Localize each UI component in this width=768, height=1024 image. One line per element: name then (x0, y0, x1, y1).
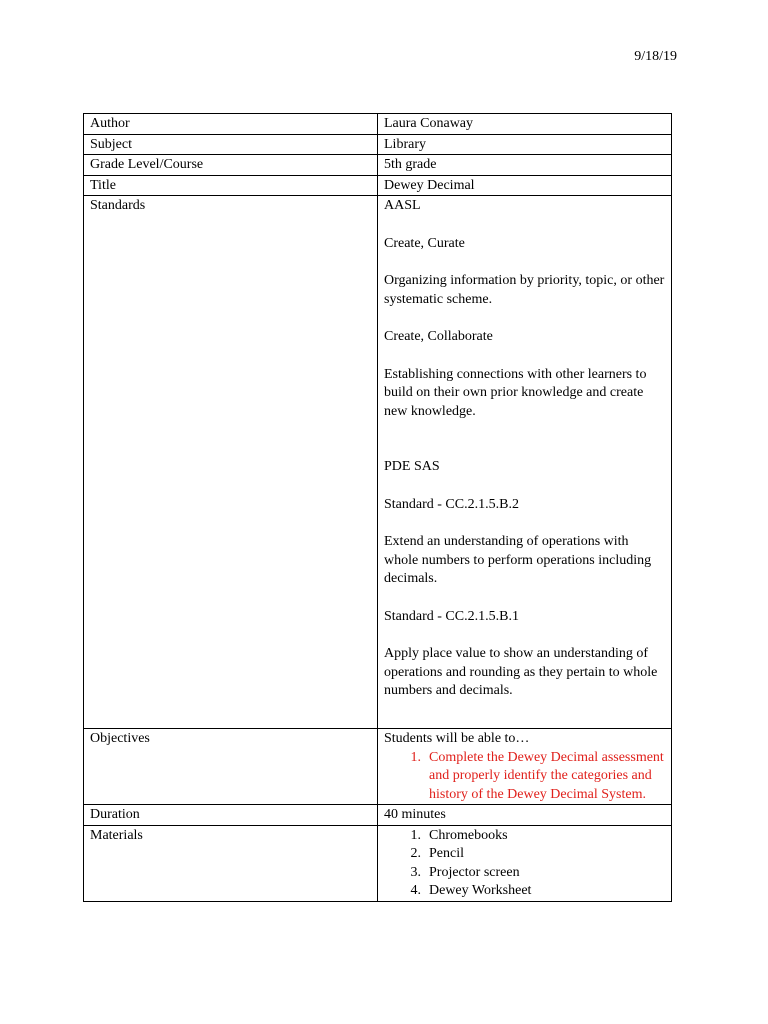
standard-desc-2: Apply place value to show an understanding of operations and rounding as they pertain to whole numbers and decimals. (384, 646, 658, 698)
objectives-list (384, 749, 665, 805)
material-text: Dewey Worksheet (429, 883, 532, 898)
row-label: Title (84, 175, 378, 196)
table-row-materials (84, 825, 672, 901)
row-value: 40 minutes (378, 805, 672, 826)
list-item (384, 882, 665, 901)
list-item (384, 749, 665, 805)
row-value: Laura Conaway (378, 114, 672, 135)
list-number: 1. (410, 827, 421, 843)
standards-pde-sas: PDE SAS (384, 459, 440, 474)
standard-code-1: Standard - CC.2.1.5.B.2 (384, 496, 519, 512)
table-row-title (84, 175, 672, 196)
list-item (384, 827, 665, 846)
material-text: Projector screen (429, 864, 520, 880)
standards-create-collaborate: Create, Collaborate (384, 329, 493, 344)
row-label: Subject (84, 134, 378, 155)
list-number: 2. (410, 846, 421, 861)
row-value: Library (378, 134, 672, 155)
list-item (384, 845, 665, 864)
row-label: Materials (84, 825, 378, 901)
table-row-author (84, 114, 672, 135)
row-label: Grade Level/Course (84, 155, 378, 176)
lesson-plan-table (83, 113, 672, 902)
row-label: Duration (84, 805, 378, 826)
list-number: 3. (410, 864, 421, 880)
materials-cell (378, 825, 672, 901)
objectives-intro: Students will be able to… (384, 731, 530, 746)
objective-text: Complete the Dewey Decimal assessment and properly identify the categories and history of the Dewey Decimal System. (429, 749, 664, 802)
standards-connections: Establishing connections with other learners to build on their own prior knowledge and create new knowledge. (384, 366, 647, 419)
row-label: Objectives (84, 729, 378, 805)
row-label: Standards (84, 196, 378, 729)
row-value: 5th grade (378, 155, 672, 176)
standards-aasl: AASL (384, 198, 421, 213)
materials-list (384, 827, 665, 901)
list-item (384, 864, 665, 883)
list-number: 4. (410, 883, 421, 898)
standards-organizing: Organizing information by priority, topic, or other systematic scheme. (384, 273, 665, 307)
material-text: Chromebooks (429, 827, 508, 843)
standards-cell (378, 196, 672, 729)
objectives-cell (378, 729, 672, 805)
standard-desc-1: Extend an understanding of operations with whole numbers to perform operations including decimals. (384, 534, 652, 586)
table-row-grade (84, 155, 672, 176)
table-row-subject (84, 134, 672, 155)
table-row-objectives (84, 729, 672, 805)
table-row-standards (84, 196, 672, 729)
row-label: Author (84, 114, 378, 135)
document-date: 9/18/19 (634, 49, 677, 64)
material-text: Pencil (429, 846, 464, 861)
standard-code-2: Standard - CC.2.1.5.B.1 (384, 608, 519, 624)
list-number: 1. (410, 749, 421, 765)
table-row-duration (84, 805, 672, 826)
row-value: Dewey Decimal (378, 175, 672, 196)
standards-create-curate: Create, Curate (384, 235, 465, 251)
